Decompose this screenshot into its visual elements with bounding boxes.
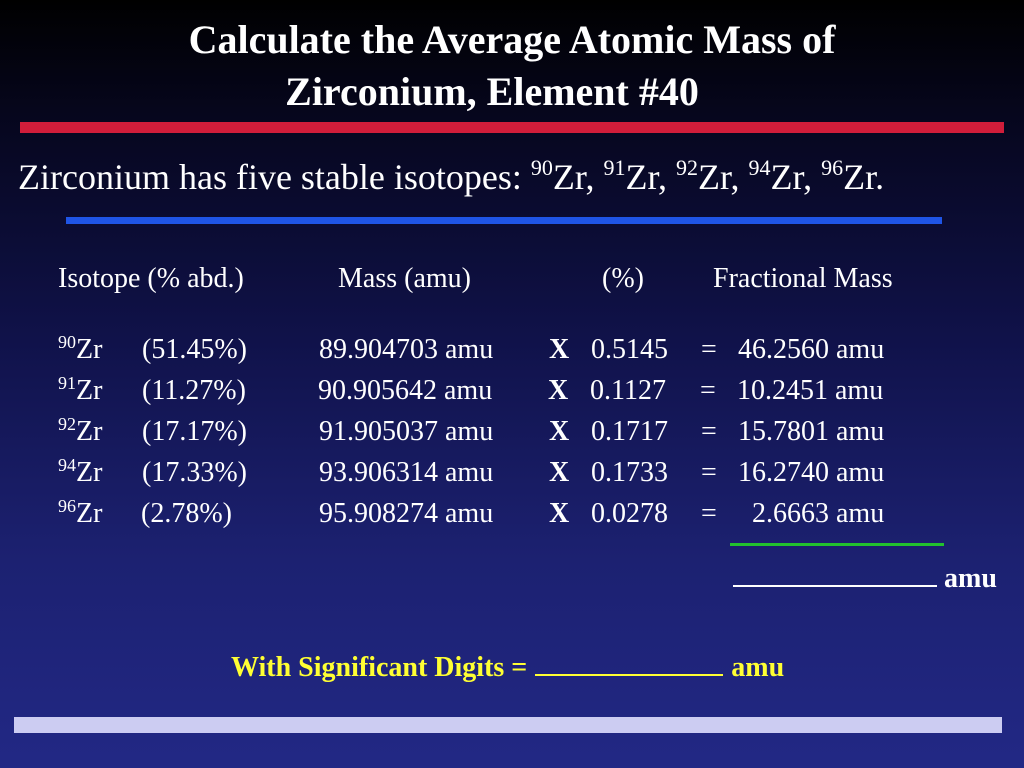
equals-sign: = bbox=[700, 375, 716, 406]
multiply-sign: X bbox=[549, 498, 570, 529]
slide-title bbox=[0, 14, 1024, 118]
header-isotope: Isotope (% abd.) bbox=[58, 263, 244, 294]
total-answer-blank bbox=[733, 557, 937, 587]
isotope-cell bbox=[58, 416, 102, 448]
element-symbol: Zr bbox=[76, 416, 103, 447]
result-cell: 15.7801 amu bbox=[738, 416, 885, 447]
total-unit: amu bbox=[944, 563, 997, 594]
fraction-cell: 0.5145 bbox=[591, 334, 668, 365]
sum-line bbox=[730, 543, 944, 546]
section-divider bbox=[66, 217, 942, 224]
result-cell: 10.2451 amu bbox=[737, 375, 884, 406]
fraction-cell: 0.1733 bbox=[591, 457, 668, 488]
significant-digits-blank bbox=[535, 648, 723, 676]
significant-digits-label: With Significant Digits = bbox=[231, 652, 528, 683]
title-underline-bar bbox=[20, 122, 1004, 133]
significant-digits-answer bbox=[231, 648, 784, 684]
significant-digits-unit: amu bbox=[731, 652, 785, 683]
isotope-cell bbox=[58, 334, 102, 366]
result-cell: 16.2740 amu bbox=[738, 457, 885, 488]
intro-mass-number: 94 bbox=[748, 155, 771, 180]
table-row bbox=[0, 457, 1024, 497]
mass-number: 91 bbox=[58, 373, 76, 393]
fraction-cell: 0.1717 bbox=[591, 416, 668, 447]
equals-sign: = bbox=[701, 498, 717, 529]
abundance-cell: (2.78%) bbox=[141, 498, 232, 529]
result-cell: 2.6663 amu bbox=[752, 498, 885, 529]
equals-sign: = bbox=[701, 416, 717, 447]
header-fractional-mass: Fractional Mass bbox=[713, 263, 893, 294]
equals-sign: = bbox=[701, 334, 717, 365]
mass-number: 94 bbox=[58, 455, 76, 475]
footer-bar bbox=[14, 717, 1002, 733]
intro-isotope-list bbox=[531, 157, 884, 197]
intro-symbol: Zr, bbox=[770, 157, 813, 197]
intro-mass-number: 96 bbox=[821, 155, 844, 180]
table-row bbox=[0, 375, 1024, 415]
mass-cell: 90.905642 amu bbox=[318, 375, 493, 406]
table-row bbox=[0, 498, 1024, 538]
header-percent: (%) bbox=[602, 263, 644, 294]
intro-symbol: Zr, bbox=[552, 157, 595, 197]
multiply-sign: X bbox=[549, 457, 570, 488]
element-symbol: Zr bbox=[76, 457, 103, 488]
mass-cell: 95.908274 amu bbox=[319, 498, 494, 529]
title-line-1: Calculate the Average Atomic Mass of bbox=[188, 17, 836, 62]
element-symbol: Zr bbox=[76, 334, 103, 365]
mass-number: 90 bbox=[58, 332, 76, 352]
mass-number: 92 bbox=[58, 414, 76, 434]
element-symbol: Zr bbox=[76, 375, 103, 406]
intro-mass-number: 92 bbox=[676, 155, 698, 180]
isotope-cell bbox=[58, 457, 102, 489]
isotope-cell bbox=[58, 498, 102, 530]
intro-text: Zirconium has five stable isotopes: bbox=[18, 157, 522, 197]
mass-number: 96 bbox=[58, 496, 76, 516]
equals-sign: = bbox=[701, 457, 717, 488]
isotope-intro bbox=[18, 156, 884, 198]
multiply-sign: X bbox=[549, 334, 570, 365]
intro-symbol: Zr, bbox=[625, 157, 667, 197]
multiply-sign: X bbox=[548, 375, 569, 406]
multiply-sign: X bbox=[549, 416, 570, 447]
table-row bbox=[0, 416, 1024, 456]
total-answer bbox=[733, 557, 997, 595]
intro-mass-number: 91 bbox=[603, 155, 626, 180]
table-row bbox=[0, 334, 1024, 374]
fraction-cell: 0.1127 bbox=[590, 375, 666, 406]
header-mass: Mass (amu) bbox=[338, 263, 471, 294]
result-cell: 46.2560 amu bbox=[738, 334, 885, 365]
intro-mass-number: 90 bbox=[530, 155, 553, 180]
abundance-cell: (17.33%) bbox=[142, 457, 247, 488]
intro-symbol: Zr. bbox=[843, 157, 885, 197]
isotope-cell bbox=[58, 375, 102, 407]
mass-cell: 91.905037 amu bbox=[319, 416, 494, 447]
fraction-cell: 0.0278 bbox=[591, 498, 668, 529]
mass-cell: 93.906314 amu bbox=[319, 457, 494, 488]
abundance-cell: (11.27%) bbox=[142, 375, 246, 406]
intro-symbol: Zr, bbox=[698, 157, 740, 197]
element-symbol: Zr bbox=[76, 498, 103, 529]
mass-cell: 89.904703 amu bbox=[319, 334, 494, 365]
abundance-cell: (51.45%) bbox=[142, 334, 247, 365]
abundance-cell: (17.17%) bbox=[142, 416, 247, 447]
title-line-2: Zirconium, Element #40 bbox=[285, 69, 699, 114]
